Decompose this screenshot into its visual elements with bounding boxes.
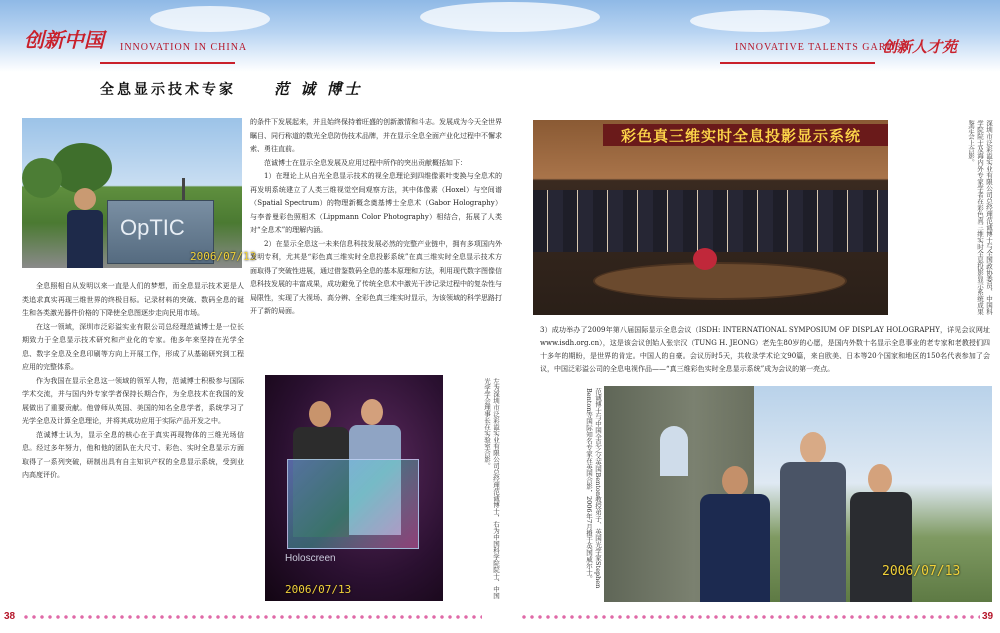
header-rule: [100, 62, 235, 64]
group-people-row: [533, 190, 888, 252]
photo-conference-group: [533, 120, 888, 315]
page-number-right: 39: [982, 611, 994, 622]
cloud-decoration: [150, 6, 270, 32]
right-brand-english: INNOVATIVE TALENTS GARDEN: [735, 42, 910, 53]
cloud-decoration: [420, 2, 600, 32]
person-head: [309, 401, 331, 427]
page-number-left: 38: [4, 611, 16, 622]
person-head: [722, 466, 748, 496]
date-stamp: 2006/07/13: [285, 583, 352, 596]
left-brand-logo: 创新中国: [24, 28, 104, 52]
body-column-1: [22, 280, 244, 606]
ruin-arch-window: [660, 426, 688, 476]
date-stamp: 2006/07/13: [882, 564, 961, 579]
photo-optic-building: [22, 118, 257, 268]
tree-shape: [52, 143, 112, 193]
footer-dot-rule: [22, 614, 482, 620]
paragraph: 1）在理论上从自光全息显示技术的视全息理论到四维像素叶变换与全息术的再发明系统建立了人类三维视觉空间观察方法，其中体像素（Hoxel）与空间谱（Spatial Spectrum）的物理新概念奠基博士全息术（Gabor Holography）与李普曼彩色照相术（Lippmann Color Photography）相结合，拓展了人类对“全息术”的理解内涵。: [250, 172, 502, 234]
article-title: [100, 78, 420, 99]
photo-castle-ruins: [604, 386, 992, 602]
paragraph: 在这一领域，深圳市泛彩溢实业有限公司总经理范诚博士是一位长期致力于全息显示技术研究和产业化的专家。他多年来坚持在光学全息、数字全息及全息印刷等方向上开展工作，形成了从基础研究到工程应用的完整体系。: [22, 322, 244, 371]
paragraph: 作为我国在显示全息这一领域的领军人物，范诚博士积极参与国际学术交流，并与国内外专家学者保持长期合作，为全息技术在我国的发展做出了重要贡献。他曾师从英国、美国的知名全息学者，系统学习了光学全息及计算全息理论，并将其成功应用于实际产品开发之中。: [22, 376, 244, 425]
tree-shape: [22, 158, 62, 198]
paragraph: 的条件下发展起来，并且始终保持着旺盛的创新激情和斗志。发展成为今天全世界瞩目、同行称道的数光全息防伪技术品牌，并在显示全息全面产业化过程中不懈求索、勇往直前。: [250, 118, 502, 153]
paragraph: 全息照相自从发明以来一直是人们的梦想，而全息显示技术更是人类追求真实再现三维世界的终极目标。记录材料的突破、数码全息的诞生和各类激光器件价格的下降使全息图逐步走向民用市场。: [22, 282, 244, 317]
header-rule: [720, 62, 875, 64]
paragraph: 2）在显示全息这一未来信息科技发展必然的完整产业链中，拥有多项国内外发明专利，尤其是“彩色真三维实时全息投影系统”在真三维实时全息显示技术方面取得了突破性进展，通过借鉴数码全息的基本原理和方法，利用现代数字图像信息科技发展的丰富成果，成功避免了传统全息术中激光干涉记录过程中的复杂性与局限性，实现了大视场、高分辨、全彩色真三维实时显示，为该领域的科学思路打开了新的局面。: [250, 239, 502, 315]
left-brand-english: INNOVATION IN CHINA: [120, 42, 248, 53]
person-head: [868, 464, 892, 494]
optic-sign-text: OpTIC: [120, 215, 185, 240]
person-body: [850, 492, 912, 602]
person-body: [780, 462, 846, 602]
person-head: [800, 432, 826, 464]
person-body: [67, 210, 103, 268]
person-head: [74, 188, 96, 210]
holoscreen-panel: [287, 459, 419, 549]
person-body: [700, 494, 770, 602]
conference-table: [593, 262, 847, 300]
title-role: 全息显示技术专家: [100, 82, 236, 98]
paragraph: 范诚博士认为，显示全息的核心在于真实再现物体的三维光场信息。经过多年努力，他和他的团队在大尺寸、彩色、实时全息显示方面取得了一系列突破，研制出具有自主知识产权的全息显示系统，受到业内高度评价。: [22, 430, 244, 479]
caption-vertical-top: 深圳市泛彩溢实业有限公司总经理范诚博士与全国政协委员、中国科学院院士及海内外专家学者在彩色真三维实时全息投影显示系统成果鉴定会上合影。: [967, 120, 993, 315]
cloud-decoration: [690, 10, 830, 32]
person-head: [361, 399, 383, 425]
flower-arrangement: [693, 248, 717, 270]
title-name: 范 诚 博士: [274, 80, 363, 98]
paragraph: 范诚博士在显示全息发展及应用过程中所作的突出贡献概括如下：: [264, 158, 467, 167]
footer-dot-rule: [520, 614, 980, 620]
photo-holoscreen: [265, 375, 443, 601]
conference-banner-text: 彩色真三维实时全息投影显示系统: [621, 127, 862, 145]
holo-label: Holoscreen: [285, 553, 336, 564]
body-column-2: [250, 116, 502, 364]
caption-vertical-bottom: 范诚博士与中国全息之父英国Benton教授弟子、英国光学家Stephen Benton等国际知名专家在英国合影，2006年7月摄于英国威尔士。: [585, 388, 602, 589]
caption-conference: 3）成功举办了2009年第八届国际显示全息会议（ISDH: INTERNATIONAL SYMPOSIUM OF DISPLAY HOLOGRAPHY，详见会议网址 www.isdh.org.cn），这是该会议创始人张宗汉（TUNG H. JEONG）老先生80岁的心愿，是国内外数十名显示全息事业的老专家和老教授们四十多年的期盼，是世界的肯定。中国人的自豪。会议历时5天，共收录学术论文90篇，来自欧美、日本等20个国家和地区的150名代表参加了会议，中国泛彩溢公司的全息电视作品——“真三维彩色实时全息显示系统”成为会议的第一亮点。: [540, 326, 990, 373]
date-stamp: 2006/07/13: [190, 250, 257, 263]
caption-vertical-mid: 左为深圳市泛彩溢实业有限公司总经理范诚博士，右为中国科学院院士、中国光学学会理事长在实验室合影。: [483, 378, 500, 599]
right-brand-logo: 创新人才苑: [882, 38, 958, 56]
